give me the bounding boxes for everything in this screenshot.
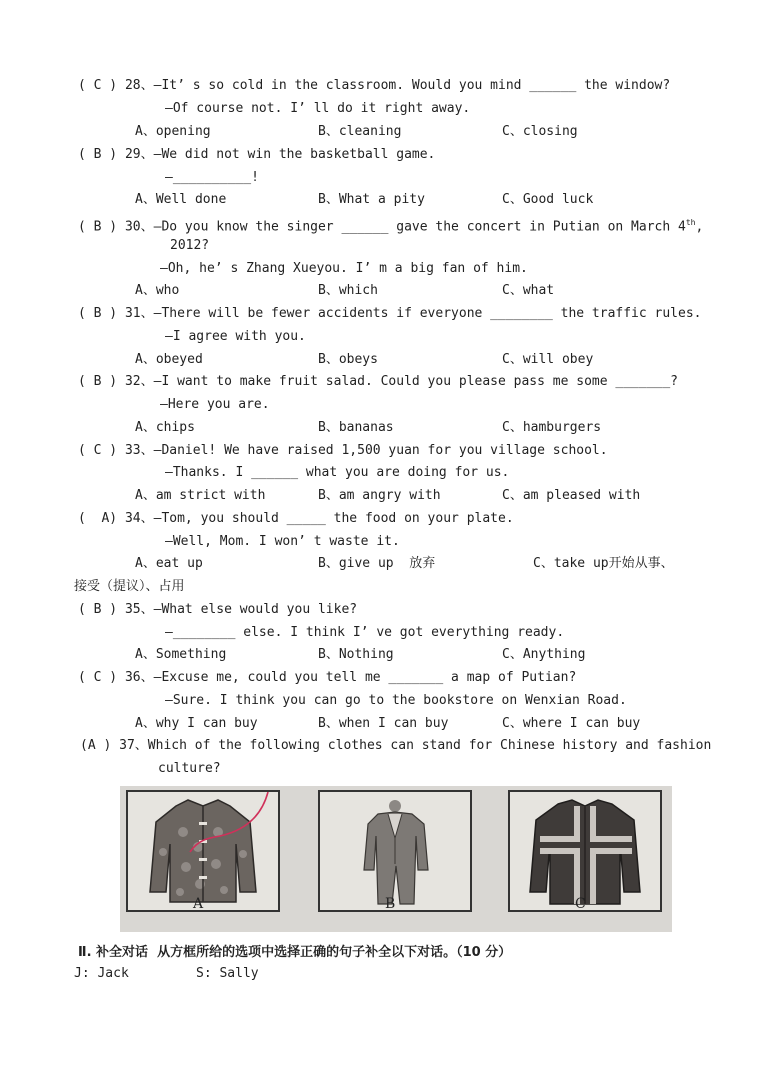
option-c-note: 接受（提议）、占用: [74, 579, 185, 594]
clothing-frame-c: [508, 790, 662, 912]
option-b: B、when I can buy: [318, 716, 449, 731]
question-31: [78, 306, 702, 322]
speaker-sally: S: Sally: [196, 966, 259, 981]
option-a: A、Well done: [135, 192, 227, 207]
option-b: B、give up 放弃: [318, 556, 436, 571]
option-b: B、cleaning: [318, 124, 402, 139]
option-b: B、which: [318, 283, 378, 298]
response-line: —__________!: [165, 170, 259, 185]
clothing-photo: [120, 786, 672, 932]
option-b: B、Nothing: [318, 647, 394, 662]
option-a: A、Something: [135, 647, 227, 662]
question-continuation: 2012?: [170, 238, 210, 253]
response-line: —Well, Mom. I won’ t waste it.: [165, 534, 400, 549]
option-c: C、closing: [502, 124, 578, 139]
answer-mark: ( B ) 29、: [78, 147, 154, 162]
question-text: —Do you know the singer ______ gave the concert in Putian on March 4: [153, 219, 686, 235]
response-line: —Oh, he’ s Zhang Xueyou. I’ m a big fan of him.: [160, 261, 528, 276]
answer-mark: ( C ) 28、: [78, 78, 154, 93]
section-title: Ⅱ. 补全对话 从方框所给的选项中选择正确的句子补全以下对话。（10 分）: [78, 945, 512, 960]
punctuation: ,: [695, 219, 704, 235]
answer-mark: ( C ) 36、: [78, 670, 154, 685]
question-text: —It’ s so cold in the classroom. Would you mind ______ the window?: [153, 78, 671, 93]
speaker-jack: J: Jack: [74, 966, 129, 981]
question-34: [78, 511, 514, 527]
answer-mark: ( B ) 32、: [78, 374, 154, 389]
option-a: A、who: [135, 283, 180, 298]
answer-mark: ( C ) 33、: [78, 443, 154, 458]
response-line: —Sure. I think you can go to the bookstore on Wenxian Road.: [165, 693, 627, 708]
option-b: B、bananas: [318, 420, 394, 435]
suit-icon: [320, 792, 470, 910]
question-text: —There will be fewer accidents if everyone ________ the traffic rules.: [153, 306, 702, 321]
clothing-frame-b: [318, 790, 472, 912]
question-text: —Excuse me, could you tell me _______ a map of Putian?: [153, 670, 577, 685]
question-text: —I want to make fruit salad. Could you please pass me some _______?: [153, 374, 679, 389]
answer-mark: ( A) 34、: [78, 511, 154, 526]
question-36: [78, 670, 576, 686]
answer-mark: ( B ) 31、: [78, 306, 154, 321]
option-a: A、why I can buy: [135, 716, 258, 731]
tang-jacket-icon: [128, 792, 278, 910]
option-c: C、take up开始从事、: [533, 556, 674, 571]
option-label-a: A: [193, 896, 204, 912]
question-text: —Daniel! We have raised 1,500 yuan for you village school.: [153, 443, 608, 458]
response-line: —Of course not. I’ ll do it right away.: [165, 101, 471, 116]
answer-mark: ( B ) 35、: [78, 602, 154, 617]
option-c: C、Anything: [502, 647, 586, 662]
question-30: [78, 215, 703, 235]
option-c: C、will obey: [502, 352, 594, 367]
option-b: B、am angry with: [318, 488, 441, 503]
option-b: B、obeys: [318, 352, 378, 367]
response-line: —Thanks. I ______ what you are doing for us.: [165, 465, 510, 480]
clothing-frame-a: [126, 790, 280, 912]
question-text: —Tom, you should _____ the food on your plate.: [153, 511, 514, 526]
option-b: B、What a pity: [318, 192, 425, 207]
option-c: C、am pleased with: [502, 488, 641, 503]
question-33: [78, 443, 608, 459]
option-c: C、what: [502, 283, 555, 298]
option-label-b: B: [385, 896, 396, 912]
option-a: A、opening: [135, 124, 211, 139]
superscript: th: [685, 218, 696, 227]
question-35: [78, 602, 357, 618]
question-text: —We did not win the basketball game.: [153, 147, 436, 162]
response-line: —________ else. I think I’ ve got everything ready.: [165, 625, 565, 640]
sweater-jacket-icon: [510, 792, 660, 910]
option-c: C、hamburgers: [502, 420, 602, 435]
question-text: —What else would you like?: [153, 602, 358, 617]
question-text: Which of the following clothes can stand for Chinese history and fashion: [147, 738, 712, 753]
response-line: —I agree with you.: [165, 329, 306, 344]
response-line: —Here you are.: [160, 397, 270, 412]
option-a: A、am strict with: [135, 488, 266, 503]
question-37: [80, 738, 711, 754]
answer-mark: (A ) 37、: [80, 738, 148, 753]
question-continuation: culture?: [158, 761, 221, 776]
question-29: [78, 147, 435, 163]
option-c: C、Good luck: [502, 192, 594, 207]
option-label-c: C: [575, 896, 586, 912]
question-28: [78, 78, 670, 94]
option-a: A、obeyed: [135, 352, 203, 367]
option-a: A、chips: [135, 420, 195, 435]
question-32: [78, 374, 678, 390]
option-a: A、eat up: [135, 556, 203, 571]
option-c: C、where I can buy: [502, 716, 641, 731]
answer-mark: ( B ) 30、: [78, 219, 154, 235]
